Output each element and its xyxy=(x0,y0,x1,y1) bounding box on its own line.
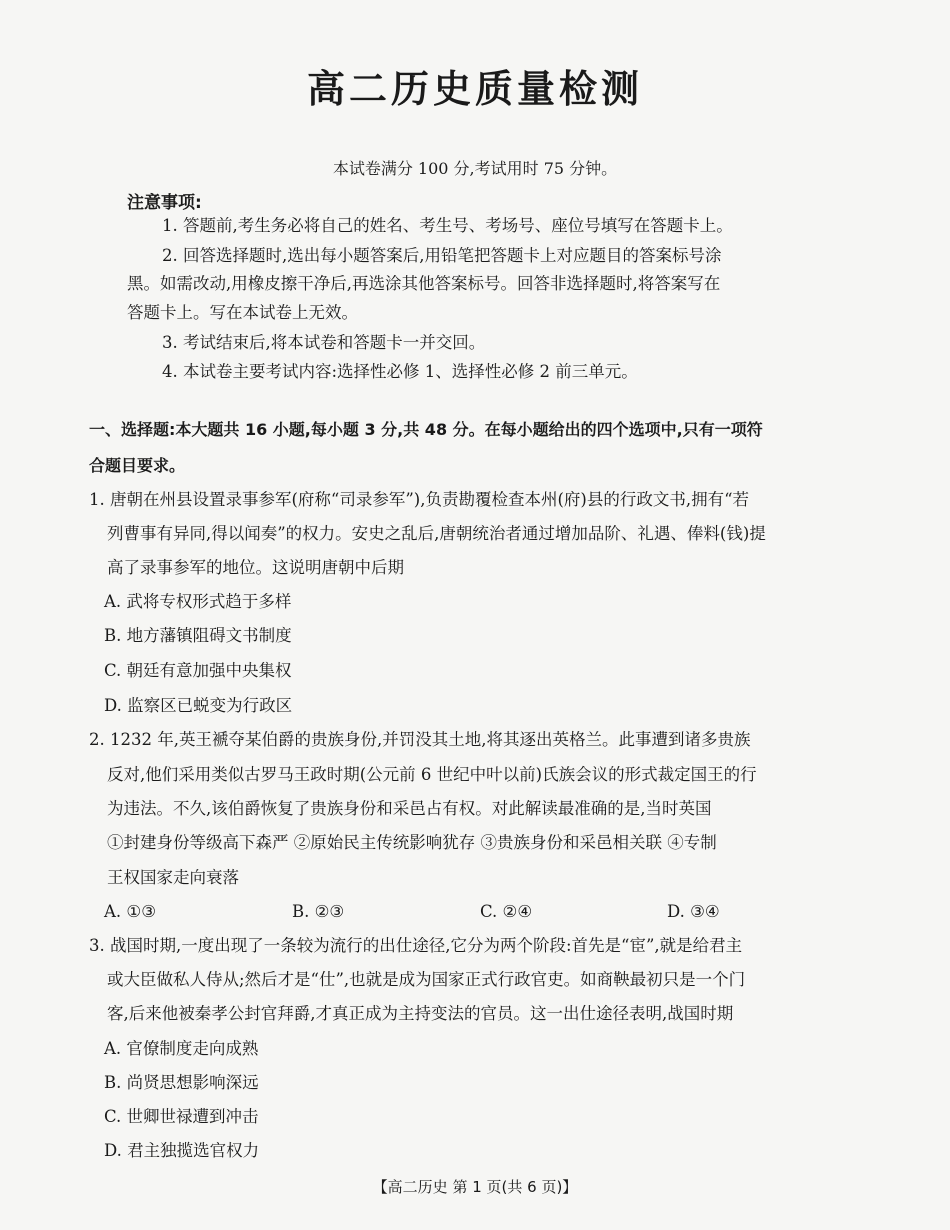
question-3-option-d: D. 君主独揽选官权力 xyxy=(104,1141,260,1160)
question-3-option-c: C. 世卿世禄遭到冲击 xyxy=(104,1107,259,1126)
question-1-option-d: D. 监察区已蜕变为行政区 xyxy=(104,696,293,715)
page-title: 高二历史质量检测 xyxy=(306,67,643,111)
notice-line: 答题卡上。写在本试卷上无效。 xyxy=(127,303,358,322)
question-1-text: 高了录事参军的地位。这说明唐朝中后期 xyxy=(107,558,404,577)
question-3-option-a: A. 官僚制度走向成熟 xyxy=(104,1039,259,1058)
question-1-option-c: C. 朝廷有意加强中央集权 xyxy=(104,661,292,680)
question-1-option-a: A. 武将专权形式趋于多样 xyxy=(104,592,292,611)
notice-line: 2. 回答选择题时,选出每小题答案后,用铅笔把答题卡上对应题目的答案标号涂 xyxy=(162,246,722,265)
notice-heading: 注意事项: xyxy=(127,193,202,213)
question-1-text: 1. 唐朝在州县设置录事参军(府称“司录参军”),负责勘覆检查本州(府)县的行政文书,拥有“若 xyxy=(89,490,750,509)
question-3-option-b: B. 尚贤思想影响深远 xyxy=(104,1073,259,1092)
section-heading: 一、选择题:本大题共 16 小题,每小题 3 分,共 48 分。在每小题给出的四个选项中,只有一项符 xyxy=(89,420,763,439)
question-2-option-d: D. ③④ xyxy=(667,902,720,921)
question-1-option-b: B. 地方藩镇阻碍文书制度 xyxy=(104,626,292,645)
question-2-option-c: C. ②④ xyxy=(480,902,533,921)
question-2-text: 反对,他们采用类似古罗马王政时期(公元前 6 世纪中叶以前)氏族会议的形式裁定国王的行 xyxy=(107,765,757,784)
question-3-text: 或大臣做私人侍从;然后才是“仕”,也就是成为国家正式行政官吏。如商鞅最初只是一个门 xyxy=(107,970,746,989)
notice-line: 1. 答题前,考生务必将自己的姓名、考生号、考场号、座位号填写在答题卡上。 xyxy=(162,216,733,235)
question-1-text: 列曹事有异同,得以闻奏”的权力。安史之乱后,唐朝统治者通过增加品阶、礼遇、俸料(钱)提 xyxy=(107,524,766,543)
question-2-option-b: B. ②③ xyxy=(292,902,345,921)
question-2-statements: ①封建身份等级高下森严 ②原始民主传统影响犹存 ③贵族身份和采邑相关联 ④专制 xyxy=(107,833,717,852)
notice-line: 3. 考试结束后,将本试卷和答题卡一并交回。 xyxy=(162,333,486,352)
page-footer: 【高二历史 第 1 页(共 6 页)】 xyxy=(372,1178,578,1196)
question-2-text: 为违法。不久,该伯爵恢复了贵族身份和采邑占有权。对此解读最准确的是,当时英国 xyxy=(107,799,712,818)
section-heading: 合题目要求。 xyxy=(89,456,186,475)
question-2-option-a: A. ①③ xyxy=(104,902,156,921)
question-2-statements: 王权国家走向衰落 xyxy=(107,868,239,887)
exam-subtitle: 本试卷满分 100 分,考试用时 75 分钟。 xyxy=(332,159,618,178)
notice-line: 黑。如需改动,用橡皮擦干净后,再选涂其他答案标号。回答非选择题时,将答案写在 xyxy=(127,274,721,293)
question-3-text: 3. 战国时期,一度出现了一条较为流行的出仕途径,它分为两个阶段:首先是“宦”,就是给君主 xyxy=(89,936,743,955)
question-2-text: 2. 1232 年,英王褫夺某伯爵的贵族身份,并罚没其土地,将其逐出英格兰。此事遭到诸多贵族 xyxy=(89,730,751,749)
notice-line: 4. 本试卷主要考试内容:选择性必修 1、选择性必修 2 前三单元。 xyxy=(162,362,638,381)
question-3-text: 客,后来他被秦孝公封官拜爵,才真正成为主持变法的官员。这一出仕途径表明,战国时期 xyxy=(107,1004,734,1023)
